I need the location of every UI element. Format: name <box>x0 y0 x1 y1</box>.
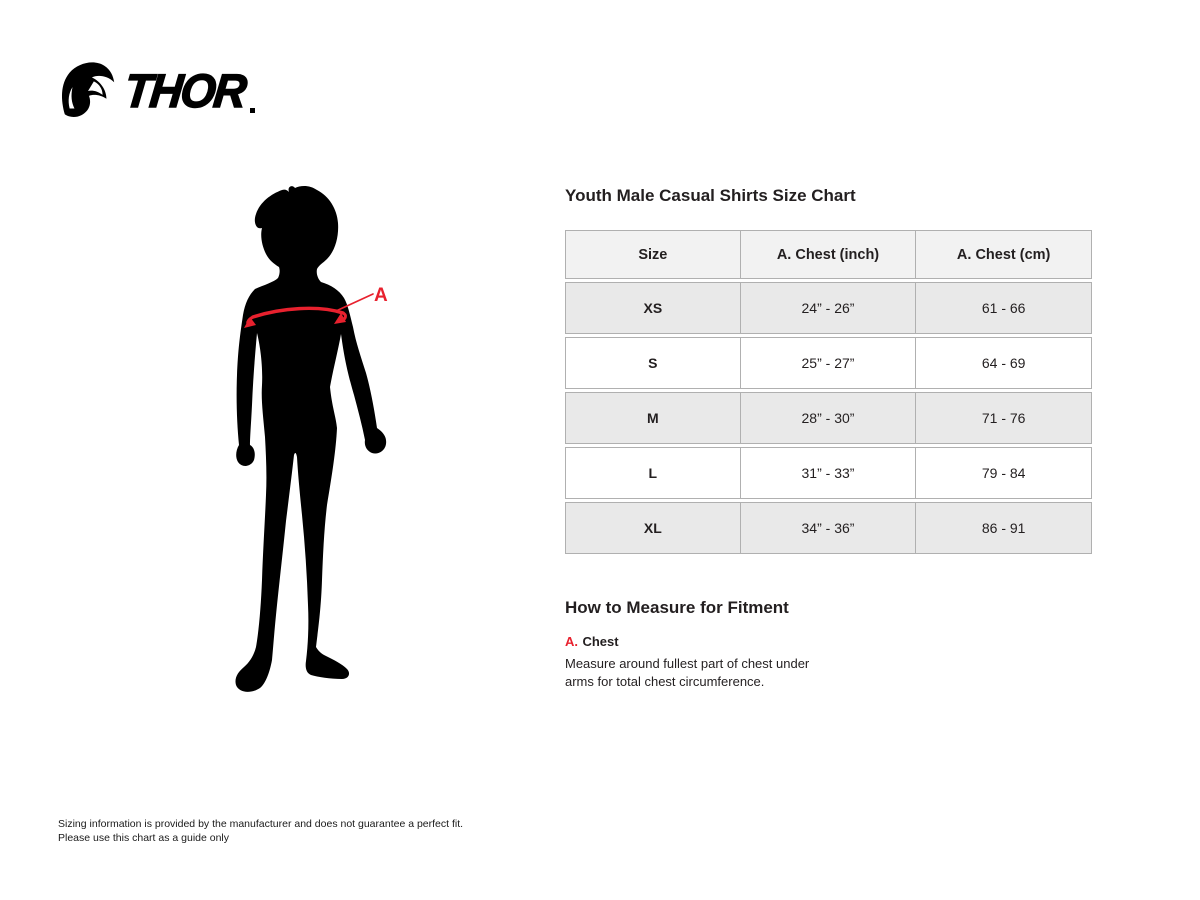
brand-logo-text: THOR <box>121 64 248 117</box>
table-header-row <box>565 230 1092 279</box>
how-to-measure-section <box>565 598 1092 690</box>
size-chart-section <box>565 186 1092 690</box>
chest-cm-cell: 71 - 76 <box>916 392 1092 444</box>
size-chart-table <box>565 227 1092 557</box>
measure-item-name: Chest <box>582 634 619 649</box>
chest-inch-cell: 34” - 36” <box>741 502 917 554</box>
table-row <box>565 502 1092 554</box>
youth-silhouette-graphic <box>226 184 398 704</box>
column-header-chest-cm: A. Chest (cm) <box>916 230 1092 279</box>
youth-silhouette <box>235 186 386 692</box>
chest-cm-cell: 86 - 91 <box>916 502 1092 554</box>
logo-period-mark <box>250 108 255 113</box>
column-header-chest-inch: A. Chest (inch) <box>741 230 917 279</box>
measure-item-description: Measure around fullest part of chest under arms for total chest circumference. <box>565 656 810 689</box>
size-cell: XS <box>565 282 741 334</box>
chest-inch-cell: 28” - 30” <box>741 392 917 444</box>
chest-point-label: A <box>374 285 388 306</box>
size-cell: M <box>565 392 741 444</box>
table-row <box>565 447 1092 499</box>
size-chart-title: Youth Male Casual Shirts Size Chart <box>565 186 856 205</box>
how-to-measure-title: How to Measure for Fitment <box>565 598 789 617</box>
table-row <box>565 282 1092 334</box>
chest-cm-cell: 64 - 69 <box>916 337 1092 389</box>
chest-inch-cell: 31” - 33” <box>741 447 917 499</box>
chest-cm-cell: 79 - 84 <box>916 447 1092 499</box>
measure-item-chest <box>565 633 1092 690</box>
chest-cm-cell: 61 - 66 <box>916 282 1092 334</box>
chest-inch-cell: 25” - 27” <box>741 337 917 389</box>
measurement-figure <box>226 184 398 704</box>
column-header-size: Size <box>565 230 741 279</box>
table-row <box>565 337 1092 389</box>
measure-item-heading <box>565 633 1092 651</box>
thor-goat-icon <box>58 55 120 127</box>
size-cell: L <box>565 447 741 499</box>
disclaimer-line-2: Please use this chart as a guide only <box>58 831 230 844</box>
size-cell: S <box>565 337 741 389</box>
table-row <box>565 392 1092 444</box>
chest-inch-cell: 24” - 26” <box>741 282 917 334</box>
disclaimer <box>58 818 463 845</box>
measure-item-key: A. <box>565 634 578 649</box>
brand-logo <box>58 55 255 127</box>
size-cell: XL <box>565 502 741 554</box>
disclaimer-line-1: Sizing information is provided by the manufacturer and does not guarantee a perfect fit. <box>58 818 464 830</box>
